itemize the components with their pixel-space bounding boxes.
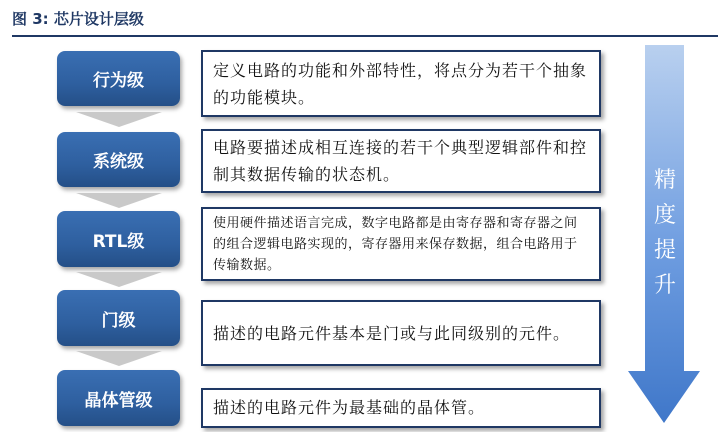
level-box-rtl: RTL级 bbox=[57, 211, 180, 267]
level-box-transistor: 晶体管级 bbox=[57, 370, 180, 426]
description-text: 描述的电路元件为最基础的晶体管。 bbox=[213, 398, 486, 417]
description-text: 使用硬件描述语言完成，数字电路都是由寄存器和寄存器之间的组合逻辑电路实现的，寄存器用来保存数据，组合电路用于传输数据。 bbox=[213, 215, 578, 273]
chevron-down-icon bbox=[76, 351, 162, 366]
level-description-gate bbox=[201, 300, 601, 366]
level-box-system: 系统级 bbox=[57, 132, 180, 187]
description-text: 描述的电路元件基本是门或与此同级别的元件。 bbox=[213, 323, 571, 343]
side-arrow-label: 精度提升 bbox=[653, 168, 676, 298]
level-description-transistor bbox=[201, 388, 601, 428]
chevron-down-icon bbox=[76, 112, 162, 127]
level-description-behavioral bbox=[201, 50, 601, 117]
chevron-down-icon bbox=[76, 272, 162, 287]
level-description-system bbox=[201, 129, 601, 193]
description-text: 电路要描述成相互连接的若干个典型逻辑部件和控制其数据传输的状态机。 bbox=[213, 138, 588, 184]
level-box-behavioral: 行为级 bbox=[57, 51, 180, 106]
description-text: 定义电路的功能和外部特性，将点分为若干个抽象的功能模块。 bbox=[213, 60, 588, 107]
title-divider bbox=[12, 35, 718, 37]
chevron-down-icon bbox=[76, 193, 162, 208]
level-box-gate: 门级 bbox=[57, 290, 180, 346]
figure-title: 图 3: 芯片设计层级 bbox=[12, 10, 144, 28]
level-description-rtl bbox=[201, 207, 601, 281]
